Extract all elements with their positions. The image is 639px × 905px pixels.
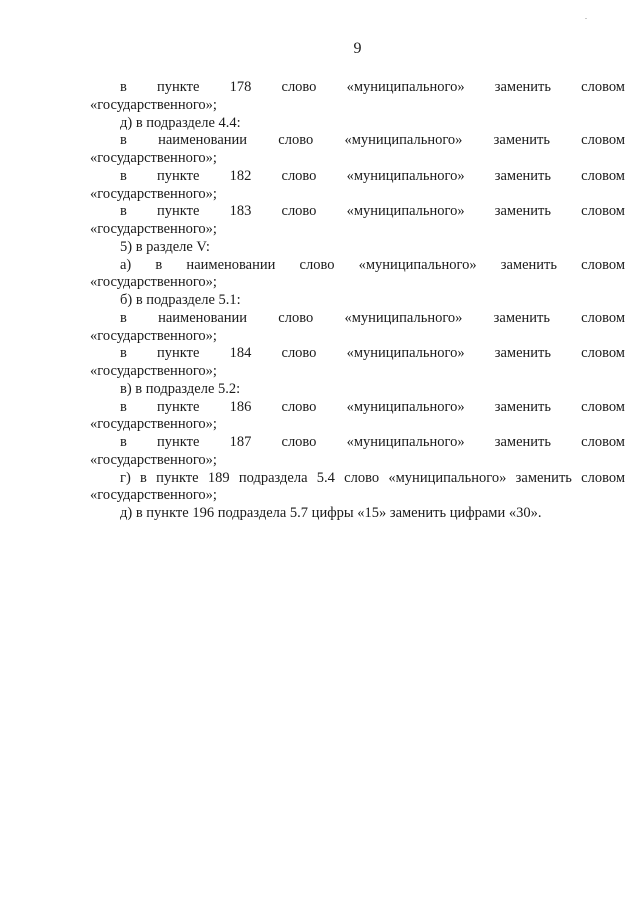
page-number: 9 xyxy=(353,40,362,57)
scan-speck xyxy=(585,18,587,19)
paragraph-line: в пункте 178 слово «муниципального» заменить словом xyxy=(120,79,625,95)
paragraph-section-5 xyxy=(90,239,625,257)
paragraph-section-5-name xyxy=(90,257,625,293)
paragraph-line: в пункте 187 слово «муниципального» заменить словом xyxy=(120,434,625,450)
paragraph-line: а) в наименовании слово «муниципального» заменить словом xyxy=(120,256,625,273)
paragraph-line: «государственного»; xyxy=(90,274,217,291)
paragraph-line: «государственного»; xyxy=(90,96,217,113)
paragraph-item-187 xyxy=(90,434,625,470)
paragraph-line: 5) в разделе V: xyxy=(120,238,210,255)
paragraph-line: «государственного»; xyxy=(90,327,217,344)
paragraph-line: «государственного»; xyxy=(90,150,217,166)
paragraph-line: «государственного»; xyxy=(90,416,217,433)
paragraph-item-183 xyxy=(90,203,625,239)
paragraph-line: г) в пункте 189 подраздела 5.4 слово «муниципального» заменить словом xyxy=(120,469,625,486)
paragraph-line: «государственного»; xyxy=(90,185,217,202)
paragraph-line: в пункте 182 слово «муниципального» заменить словом xyxy=(120,167,625,184)
paragraph-item-182 xyxy=(90,168,625,204)
paragraph-line: «государственного»; xyxy=(90,363,217,379)
paragraph-line: в наименовании слово «муниципального» заменить словом xyxy=(120,132,625,149)
document-body xyxy=(90,79,625,523)
paragraph-line: в пункте 183 слово «муниципального» заменить словом xyxy=(120,203,625,220)
paragraph-line: б) в подразделе 5.1: xyxy=(120,292,241,308)
paragraph-subsection-5-1 xyxy=(90,292,625,310)
paragraph-item-196 xyxy=(90,505,625,523)
paragraph-item-184 xyxy=(90,345,625,381)
paragraph-line: «государственного»; xyxy=(90,487,217,504)
paragraph-line: в пункте 186 слово «муниципального» заменить словом xyxy=(120,398,625,415)
paragraph-line: в наименовании слово «муниципального» заменить словом xyxy=(120,309,625,326)
paragraph-item-186 xyxy=(90,399,625,435)
paragraph-line: «государственного»; xyxy=(90,451,217,468)
paragraph-line: «государственного»; xyxy=(90,221,217,237)
paragraph-name-4-4 xyxy=(90,132,625,168)
paragraph-line: д) в подразделе 4.4: xyxy=(120,114,241,131)
paragraph-item-189 xyxy=(90,470,625,506)
paragraph-name-5-1 xyxy=(90,310,625,346)
paragraph-item-178 xyxy=(90,79,625,115)
paragraph-subsection-4-4 xyxy=(90,115,625,133)
paragraph-line: в пункте 184 слово «муниципального» заменить словом xyxy=(120,345,625,362)
paragraph-line: в) в подразделе 5.2: xyxy=(120,380,241,397)
paragraph-line: д) в пункте 196 подраздела 5.7 цифры «15» заменить цифрами «30». xyxy=(120,505,542,521)
paragraph-subsection-5-2 xyxy=(90,381,625,399)
